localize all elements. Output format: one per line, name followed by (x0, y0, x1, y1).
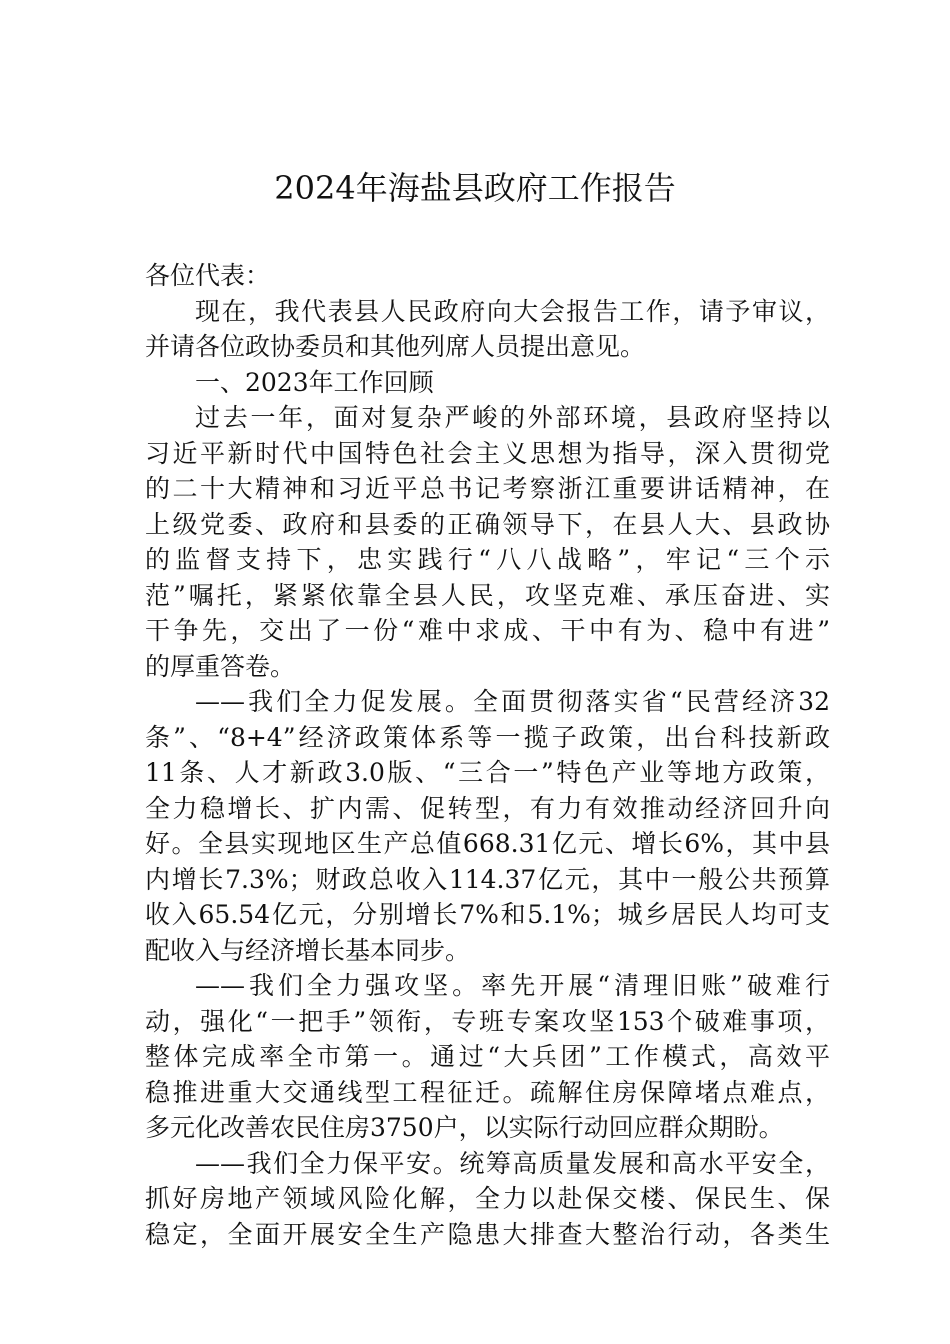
text-line: 一、2023年工作回顾 (195, 367, 434, 397)
text-line: ——我们全力保平安。统筹高质量发展和高水平安全， (195, 1148, 830, 1178)
text-line: 习近平新时代中国特色社会主义思想为指导，深入贯彻党 (145, 438, 830, 468)
text-line: ——我们全力促发展。全面贯彻落实省“民营经济32 (195, 687, 830, 716)
text-line: 干争先，交出了一份“难中求成、干中有为、稳中有进” (145, 616, 830, 645)
text-line: 11条、人才新政3.0版、“三合一”特色产业等地方政策， (145, 758, 830, 787)
text-line: 条”、“8+4”经济政策体系等一揽子政策，出台科技新政 (145, 722, 830, 752)
text-line: 多元化改善农民住房3750户，以实际行动回应群众期盼。 (145, 1113, 784, 1142)
text-line: 整体完成率全市第一。通过“大兵团”工作模式，高效平 (145, 1042, 830, 1071)
text-line: 抓好房地产领域风险化解，全力以赴保交楼、保民生、保 (145, 1184, 830, 1213)
text-line: 上级党委、政府和县委的正确领导下，在县人大、县政协 (145, 509, 830, 539)
text-line: 稳定，全面开展安全生产隐患大排查大整治行动，各类生 (145, 1219, 830, 1249)
document-body (145, 258, 830, 1252)
text-line: 稳推进重大交通线型工程征迁。疏解住房保障堵点难点， (145, 1077, 830, 1107)
text-line: 范”嘱托，紧紧依靠全县人民，攻坚克难、承压奋进、实 (145, 580, 830, 610)
text-line: 配收入与经济增长基本同步。 (145, 935, 471, 965)
text-line: ——我们全力强攻坚。率先开展“清理旧账”破难行 (195, 971, 830, 1000)
text-line: 动，强化“一把手”领衔，专班专案攻坚153个破难事项， (145, 1006, 830, 1036)
text-line: 并请各位政协委员和其他列席人员提出意见。 (145, 332, 646, 361)
text-line: 收入65.54亿元，分别增长7%和5.1%；城乡居民人均可支 (145, 900, 830, 929)
text-line: 的厚重答卷。 (145, 651, 296, 681)
text-line: 各位代表： (145, 261, 271, 290)
text-line: 内增长7.3%；财政总收入114.37亿元，其中一般公共预算 (145, 864, 830, 894)
text-line: 的监督支持下，忠实践行“八八战略”，牢记“三个示 (145, 545, 830, 574)
text-line: 的二十大精神和习近平总书记考察浙江重要讲话精神，在 (145, 474, 830, 503)
document-title: 2024年海盐县政府工作报告 (274, 169, 676, 207)
text-line: 全力稳增长、扩内需、促转型，有力有效推动经济回升向 (145, 793, 830, 823)
text-line: 好。全县实现地区生产总值668.31亿元、增长6%，其中县 (145, 829, 830, 858)
text-line: 现在，我代表县人民政府向大会报告工作，请予审议， (195, 296, 830, 326)
text-line: 过去一年，面对复杂严峻的外部环境，县政府坚持以 (195, 403, 830, 432)
